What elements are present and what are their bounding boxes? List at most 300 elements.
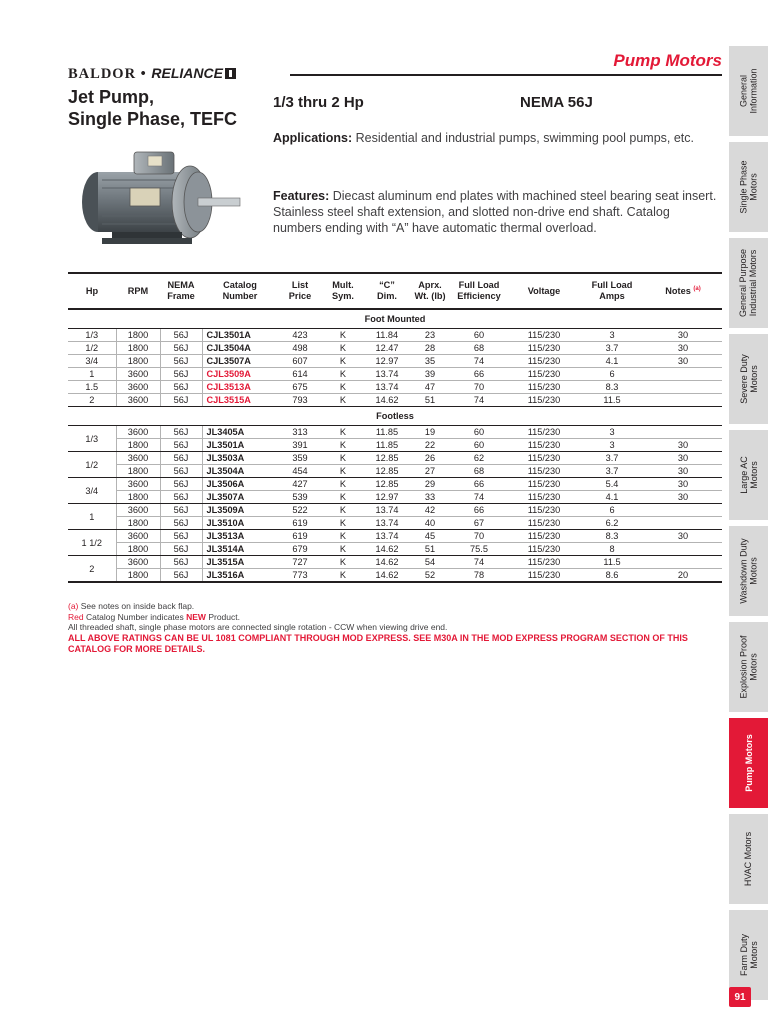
cell-notes: 30 <box>644 452 722 465</box>
cell-cat: JL3509A <box>202 504 278 517</box>
footnotes <box>68 601 722 655</box>
subhead-footless <box>68 407 722 426</box>
cell-eff: 74 <box>450 556 508 569</box>
side-tab-label-line-2: Motors <box>748 941 759 969</box>
side-tab-label <box>739 635 759 698</box>
cell-price: 727 <box>278 556 322 569</box>
page-title <box>68 86 237 130</box>
cell-price: 679 <box>278 543 322 556</box>
cell-mult: K <box>322 556 364 569</box>
side-tab-label-line-1: Large AC <box>738 456 749 494</box>
cell-hp: 1 1/2 <box>68 530 116 556</box>
cell-rpm: 3600 <box>116 530 160 543</box>
cell-volt: 115/230 <box>508 381 580 394</box>
table-row <box>68 329 722 342</box>
foot-mounted-label: Foot Mounted <box>68 309 722 329</box>
side-tab-label-line-1: Severe Duty <box>738 354 749 404</box>
cell-c: 13.74 <box>364 530 410 543</box>
cell-price: 498 <box>278 342 322 355</box>
cell-wt: 51 <box>410 394 450 407</box>
side-tab-label-line-1: Pump Motors <box>743 734 754 792</box>
table-row <box>68 504 722 517</box>
cell-frame: 56J <box>160 478 202 491</box>
cell-price: 793 <box>278 394 322 407</box>
cell-eff: 74 <box>450 355 508 368</box>
cell-hp: 1/2 <box>68 342 116 355</box>
cell-hp: 1/3 <box>68 426 116 452</box>
cell-wt: 35 <box>410 355 450 368</box>
cell-rpm: 1800 <box>116 517 160 530</box>
col-c-dim: “C” Dim. <box>364 273 410 309</box>
cell-volt: 115/230 <box>508 329 580 342</box>
cell-eff: 70 <box>450 381 508 394</box>
cell-mult: K <box>322 478 364 491</box>
cell-c: 13.74 <box>364 517 410 530</box>
cell-notes: 30 <box>644 329 722 342</box>
cell-frame: 56J <box>160 368 202 381</box>
cell-price: 539 <box>278 491 322 504</box>
cell-hp: 3/4 <box>68 478 116 504</box>
cell-notes: 30 <box>644 465 722 478</box>
cell-hp: 1/2 <box>68 452 116 478</box>
cell-frame: 56J <box>160 556 202 569</box>
cell-eff: 74 <box>450 491 508 504</box>
cell-wt: 47 <box>410 381 450 394</box>
cell-price: 675 <box>278 381 322 394</box>
cell-wt: 39 <box>410 368 450 381</box>
col-list-price: List Price <box>278 273 322 309</box>
table-row <box>68 569 722 583</box>
side-tab-label-line-2: Motors <box>748 653 759 681</box>
cell-rpm: 1800 <box>116 543 160 556</box>
motor-image <box>72 140 252 260</box>
cell-rpm: 1800 <box>116 491 160 504</box>
table-row <box>68 543 722 556</box>
col-mult-sym: Mult. Sym. <box>322 273 364 309</box>
cell-wt: 52 <box>410 569 450 583</box>
cell-volt: 115/230 <box>508 452 580 465</box>
cell-mult: K <box>322 465 364 478</box>
cell-hp: 1 <box>68 368 116 381</box>
cell-amps: 4.1 <box>580 491 644 504</box>
cell-c: 12.97 <box>364 491 410 504</box>
cell-frame: 56J <box>160 329 202 342</box>
cell-amps: 3.7 <box>580 452 644 465</box>
cell-cat: JL3506A <box>202 478 278 491</box>
cell-price: 427 <box>278 478 322 491</box>
side-tab-label-line-1: HVAC Motors <box>743 831 754 887</box>
title-line-2: Single Phase, TEFC <box>68 109 238 129</box>
footless-label: Footless <box>68 407 722 426</box>
cell-mult: K <box>322 368 364 381</box>
cell-frame: 56J <box>160 504 202 517</box>
cell-rpm: 3600 <box>116 478 160 491</box>
side-tab[interactable] <box>729 238 768 328</box>
side-tab-label-line-2: Motors <box>748 557 759 585</box>
cell-volt: 115/230 <box>508 439 580 452</box>
header-rule <box>290 74 722 76</box>
cell-price: 619 <box>278 530 322 543</box>
cell-wt: 33 <box>410 491 450 504</box>
cell-eff: 60 <box>450 439 508 452</box>
cell-price: 522 <box>278 504 322 517</box>
side-tab-label-line-2: Motors <box>748 365 759 393</box>
brand-sub: RELIANCE <box>151 65 223 81</box>
cell-cat: JL3514A <box>202 543 278 556</box>
footnote-a: (a) See notes on inside back flap. <box>68 601 195 611</box>
col-hp: Hp <box>68 273 116 309</box>
side-tab-label <box>744 734 754 792</box>
cell-mult: K <box>322 355 364 368</box>
cell-notes <box>644 517 722 530</box>
cell-wt: 42 <box>410 504 450 517</box>
cell-wt: 26 <box>410 452 450 465</box>
cell-amps: 8 <box>580 543 644 556</box>
cell-hp: 1.5 <box>68 381 116 394</box>
cell-c: 12.85 <box>364 452 410 465</box>
cell-amps: 3.7 <box>580 342 644 355</box>
cell-volt: 115/230 <box>508 368 580 381</box>
cell-price: 423 <box>278 329 322 342</box>
cell-cat: JL3503A <box>202 452 278 465</box>
cell-rpm: 3600 <box>116 368 160 381</box>
cell-c: 11.85 <box>364 426 410 439</box>
cell-amps: 3 <box>580 426 644 439</box>
footnote-threaded: All threaded shaft, single phase motors are connected single rotation - CCW when viewing drive end. <box>68 622 448 632</box>
cell-eff: 67 <box>450 517 508 530</box>
cell-volt: 115/230 <box>508 543 580 556</box>
cell-eff: 60 <box>450 426 508 439</box>
table-header-row <box>68 273 722 309</box>
cell-notes <box>644 504 722 517</box>
side-tab-label-line-1: Single Phase <box>738 160 749 214</box>
table-body <box>68 309 722 582</box>
cell-hp: 2 <box>68 556 116 583</box>
cell-eff: 74 <box>450 394 508 407</box>
cell-c: 14.62 <box>364 394 410 407</box>
cell-cat: CJL3501A <box>202 329 278 342</box>
cell-hp: 3/4 <box>68 355 116 368</box>
cell-mult: K <box>322 491 364 504</box>
cell-cat: JL3507A <box>202 491 278 504</box>
table-row <box>68 491 722 504</box>
side-tab-label <box>739 456 759 494</box>
cell-rpm: 1800 <box>116 569 160 583</box>
cell-rpm: 1800 <box>116 465 160 478</box>
cell-frame: 56J <box>160 439 202 452</box>
subhead-foot-mounted <box>68 309 722 329</box>
col-voltage: Voltage <box>508 273 580 309</box>
cell-amps: 11.5 <box>580 394 644 407</box>
cell-cat: JL3516A <box>202 569 278 583</box>
cell-eff: 78 <box>450 569 508 583</box>
table-row <box>68 394 722 407</box>
brand-main: BALDOR <box>68 66 137 82</box>
cell-volt: 115/230 <box>508 355 580 368</box>
cell-wt: 40 <box>410 517 450 530</box>
cell-price: 607 <box>278 355 322 368</box>
col-notes: Notes $^{(a)}$ <box>644 273 722 309</box>
side-tab[interactable] <box>729 526 768 616</box>
cell-notes <box>644 394 722 407</box>
cell-amps: 3 <box>580 329 644 342</box>
cell-cat: JL3510A <box>202 517 278 530</box>
table-row <box>68 439 722 452</box>
cell-cat: CJL3515A <box>202 394 278 407</box>
side-tab-label-line-1: General <box>738 74 749 108</box>
cell-rpm: 3600 <box>116 452 160 465</box>
cell-eff: 66 <box>450 478 508 491</box>
cell-frame: 56J <box>160 426 202 439</box>
table-row <box>68 355 722 368</box>
brand-separator: • <box>136 66 152 82</box>
side-tab[interactable] <box>729 718 768 808</box>
cell-volt: 115/230 <box>508 569 580 583</box>
cell-c: 12.85 <box>364 478 410 491</box>
cell-mult: K <box>322 569 364 583</box>
side-tab-label-line-1: General Purpose <box>738 248 749 318</box>
cell-eff: 68 <box>450 465 508 478</box>
cell-rpm: 1800 <box>116 329 160 342</box>
table-row <box>68 342 722 355</box>
hp-range: 1/3 thru 2 Hp <box>273 94 364 111</box>
cell-c: 13.74 <box>364 504 410 517</box>
brand-mark-icon <box>225 68 236 79</box>
cell-eff: 66 <box>450 368 508 381</box>
cell-mult: K <box>322 426 364 439</box>
cell-frame: 56J <box>160 452 202 465</box>
cell-volt: 115/230 <box>508 530 580 543</box>
cell-rpm: 1800 <box>116 342 160 355</box>
cell-wt: 22 <box>410 439 450 452</box>
cell-wt: 23 <box>410 329 450 342</box>
cell-amps: 8.3 <box>580 381 644 394</box>
table-row <box>68 556 722 569</box>
cell-amps: 8.3 <box>580 530 644 543</box>
cell-wt: 29 <box>410 478 450 491</box>
side-tab[interactable] <box>729 622 768 712</box>
cell-frame: 56J <box>160 465 202 478</box>
cell-amps: 5.4 <box>580 478 644 491</box>
cell-notes <box>644 543 722 556</box>
cell-cat: JL3515A <box>202 556 278 569</box>
cell-wt: 45 <box>410 530 450 543</box>
cell-eff: 62 <box>450 452 508 465</box>
cell-c: 14.62 <box>364 569 410 583</box>
cell-hp: 1/3 <box>68 329 116 342</box>
cell-rpm: 1800 <box>116 439 160 452</box>
side-tab-label-line-1: Explosion Proof <box>738 635 749 699</box>
cell-amps: 4.1 <box>580 355 644 368</box>
cell-mult: K <box>322 394 364 407</box>
cell-frame: 56J <box>160 543 202 556</box>
col-weight: Aprx. Wt. (lb) <box>410 273 450 309</box>
side-tab-label <box>739 934 759 976</box>
side-tab[interactable] <box>729 430 768 520</box>
cell-rpm: 3600 <box>116 394 160 407</box>
cell-eff: 75.5 <box>450 543 508 556</box>
applications <box>273 130 713 146</box>
cell-notes: 30 <box>644 355 722 368</box>
cell-mult: K <box>322 329 364 342</box>
cell-frame: 56J <box>160 355 202 368</box>
col-amps: Full Load Amps <box>580 273 644 309</box>
table-row <box>68 426 722 439</box>
table-row <box>68 530 722 543</box>
cell-amps: 11.5 <box>580 556 644 569</box>
cell-volt: 115/230 <box>508 394 580 407</box>
cell-c: 12.97 <box>364 355 410 368</box>
side-tab-label <box>739 68 759 113</box>
cell-cat: CJL3504A <box>202 342 278 355</box>
side-tab-label-line-1: Washdown Duty <box>738 538 749 604</box>
cell-volt: 115/230 <box>508 465 580 478</box>
cell-rpm: 3600 <box>116 426 160 439</box>
cell-amps: 3 <box>580 439 644 452</box>
cell-price: 313 <box>278 426 322 439</box>
cell-hp: 2 <box>68 394 116 407</box>
cell-c: 14.62 <box>364 556 410 569</box>
cell-volt: 115/230 <box>508 556 580 569</box>
features <box>273 188 718 236</box>
side-tab-label <box>739 249 759 317</box>
cell-c: 13.74 <box>364 381 410 394</box>
features-label: Features: <box>273 189 330 203</box>
cell-frame: 56J <box>160 517 202 530</box>
col-efficiency: Full Load Efficiency <box>450 273 508 309</box>
cell-frame: 56J <box>160 530 202 543</box>
cell-eff: 60 <box>450 329 508 342</box>
cell-cat: JL3501A <box>202 439 278 452</box>
notes-ref: (a) <box>693 286 701 293</box>
side-tab-label <box>739 160 759 213</box>
cell-amps: 8.6 <box>580 569 644 583</box>
table-row <box>68 465 722 478</box>
features-text: Diecast aluminum end plates with machined steel bearing seat insert. Stainless steel shaft extension, and slotted non-drive end shaft. Catalog numbers ending with “A” have automatic thermal overload. <box>273 189 717 235</box>
cell-volt: 115/230 <box>508 426 580 439</box>
cell-volt: 115/230 <box>508 491 580 504</box>
brand-logo <box>68 65 236 83</box>
cell-notes <box>644 426 722 439</box>
cell-volt: 115/230 <box>508 517 580 530</box>
cell-cat: JL3405A <box>202 426 278 439</box>
side-tab-label-line-2: Information <box>748 68 759 114</box>
cell-amps: 6 <box>580 504 644 517</box>
cell-frame: 56J <box>160 394 202 407</box>
cell-c: 12.47 <box>364 342 410 355</box>
col-rpm: RPM <box>116 273 160 309</box>
cell-mult: K <box>322 543 364 556</box>
cell-rpm: 3600 <box>116 504 160 517</box>
cell-notes: 30 <box>644 478 722 491</box>
cell-mult: K <box>322 381 364 394</box>
cell-notes: 30 <box>644 439 722 452</box>
footnote-warning: ALL ABOVE RATINGS CAN BE UL 1081 COMPLIANT THROUGH MOD EXPRESS. SEE M30A IN THE MOD EXPRESS PROGRAM SECTION OF THIS CATALOG FOR MORE DETAILS. <box>68 632 688 654</box>
cell-hp: 1 <box>68 504 116 530</box>
table-row <box>68 517 722 530</box>
cell-frame: 56J <box>160 381 202 394</box>
side-tab-label-line-2: Motors <box>748 173 759 201</box>
table-row <box>68 452 722 465</box>
cell-price: 619 <box>278 517 322 530</box>
cell-c: 14.62 <box>364 543 410 556</box>
cell-price: 391 <box>278 439 322 452</box>
cell-notes: 30 <box>644 342 722 355</box>
cell-rpm: 1800 <box>116 355 160 368</box>
table-row <box>68 381 722 394</box>
cell-mult: K <box>322 530 364 543</box>
cell-wt: 51 <box>410 543 450 556</box>
side-tab[interactable] <box>729 814 768 904</box>
side-tab[interactable] <box>729 334 768 424</box>
cell-c: 11.84 <box>364 329 410 342</box>
cell-rpm: 3600 <box>116 556 160 569</box>
footnote-red: Red Catalog Number indicates NEW Product. <box>68 611 240 622</box>
section-title: Pump Motors <box>613 51 722 70</box>
cell-price: 359 <box>278 452 322 465</box>
cell-wt: 27 <box>410 465 450 478</box>
side-tab[interactable] <box>729 142 768 232</box>
cell-price: 454 <box>278 465 322 478</box>
cell-eff: 68 <box>450 342 508 355</box>
cell-mult: K <box>322 517 364 530</box>
nema-frame: NEMA 56J <box>520 94 593 111</box>
cell-cat: CJL3513A <box>202 381 278 394</box>
cell-wt: 19 <box>410 426 450 439</box>
cell-notes: 30 <box>644 530 722 543</box>
cell-cat: JL3513A <box>202 530 278 543</box>
side-tab[interactable] <box>729 46 768 136</box>
side-tab-label-line-1: Farm Duty <box>738 933 749 977</box>
cell-frame: 56J <box>160 342 202 355</box>
cell-mult: K <box>322 439 364 452</box>
cell-wt: 54 <box>410 556 450 569</box>
cell-wt: 28 <box>410 342 450 355</box>
applications-label: Applications: <box>273 131 353 145</box>
table-row <box>68 368 722 381</box>
cell-volt: 115/230 <box>508 478 580 491</box>
side-tab-label <box>739 354 759 404</box>
applications-text: Residential and industrial pumps, swimming pool pumps, etc. <box>352 131 694 145</box>
table-row <box>68 478 722 491</box>
cell-mult: K <box>322 452 364 465</box>
cell-amps: 3.7 <box>580 465 644 478</box>
cell-c: 11.85 <box>364 439 410 452</box>
cell-mult: K <box>322 504 364 517</box>
cell-price: 614 <box>278 368 322 381</box>
side-tab-label-line-2: Industrial Motors <box>748 249 759 317</box>
side-tab-label <box>744 832 754 886</box>
title-line-1: Jet Pump, <box>68 87 155 107</box>
spec-table <box>68 272 722 583</box>
cell-amps: 6.2 <box>580 517 644 530</box>
cell-cat: CJL3509A <box>202 368 278 381</box>
page-number: 91 <box>729 987 751 1007</box>
cell-notes <box>644 381 722 394</box>
cell-volt: 115/230 <box>508 504 580 517</box>
cell-notes: 20 <box>644 569 722 583</box>
cell-eff: 70 <box>450 530 508 543</box>
side-tab-label-line-2: Motors <box>748 461 759 489</box>
cell-notes <box>644 556 722 569</box>
cell-c: 12.85 <box>364 465 410 478</box>
cell-c: 13.74 <box>364 368 410 381</box>
cell-cat: CJL3507A <box>202 355 278 368</box>
cell-price: 773 <box>278 569 322 583</box>
cell-rpm: 3600 <box>116 381 160 394</box>
cell-eff: 66 <box>450 504 508 517</box>
side-tab-label <box>739 538 759 603</box>
